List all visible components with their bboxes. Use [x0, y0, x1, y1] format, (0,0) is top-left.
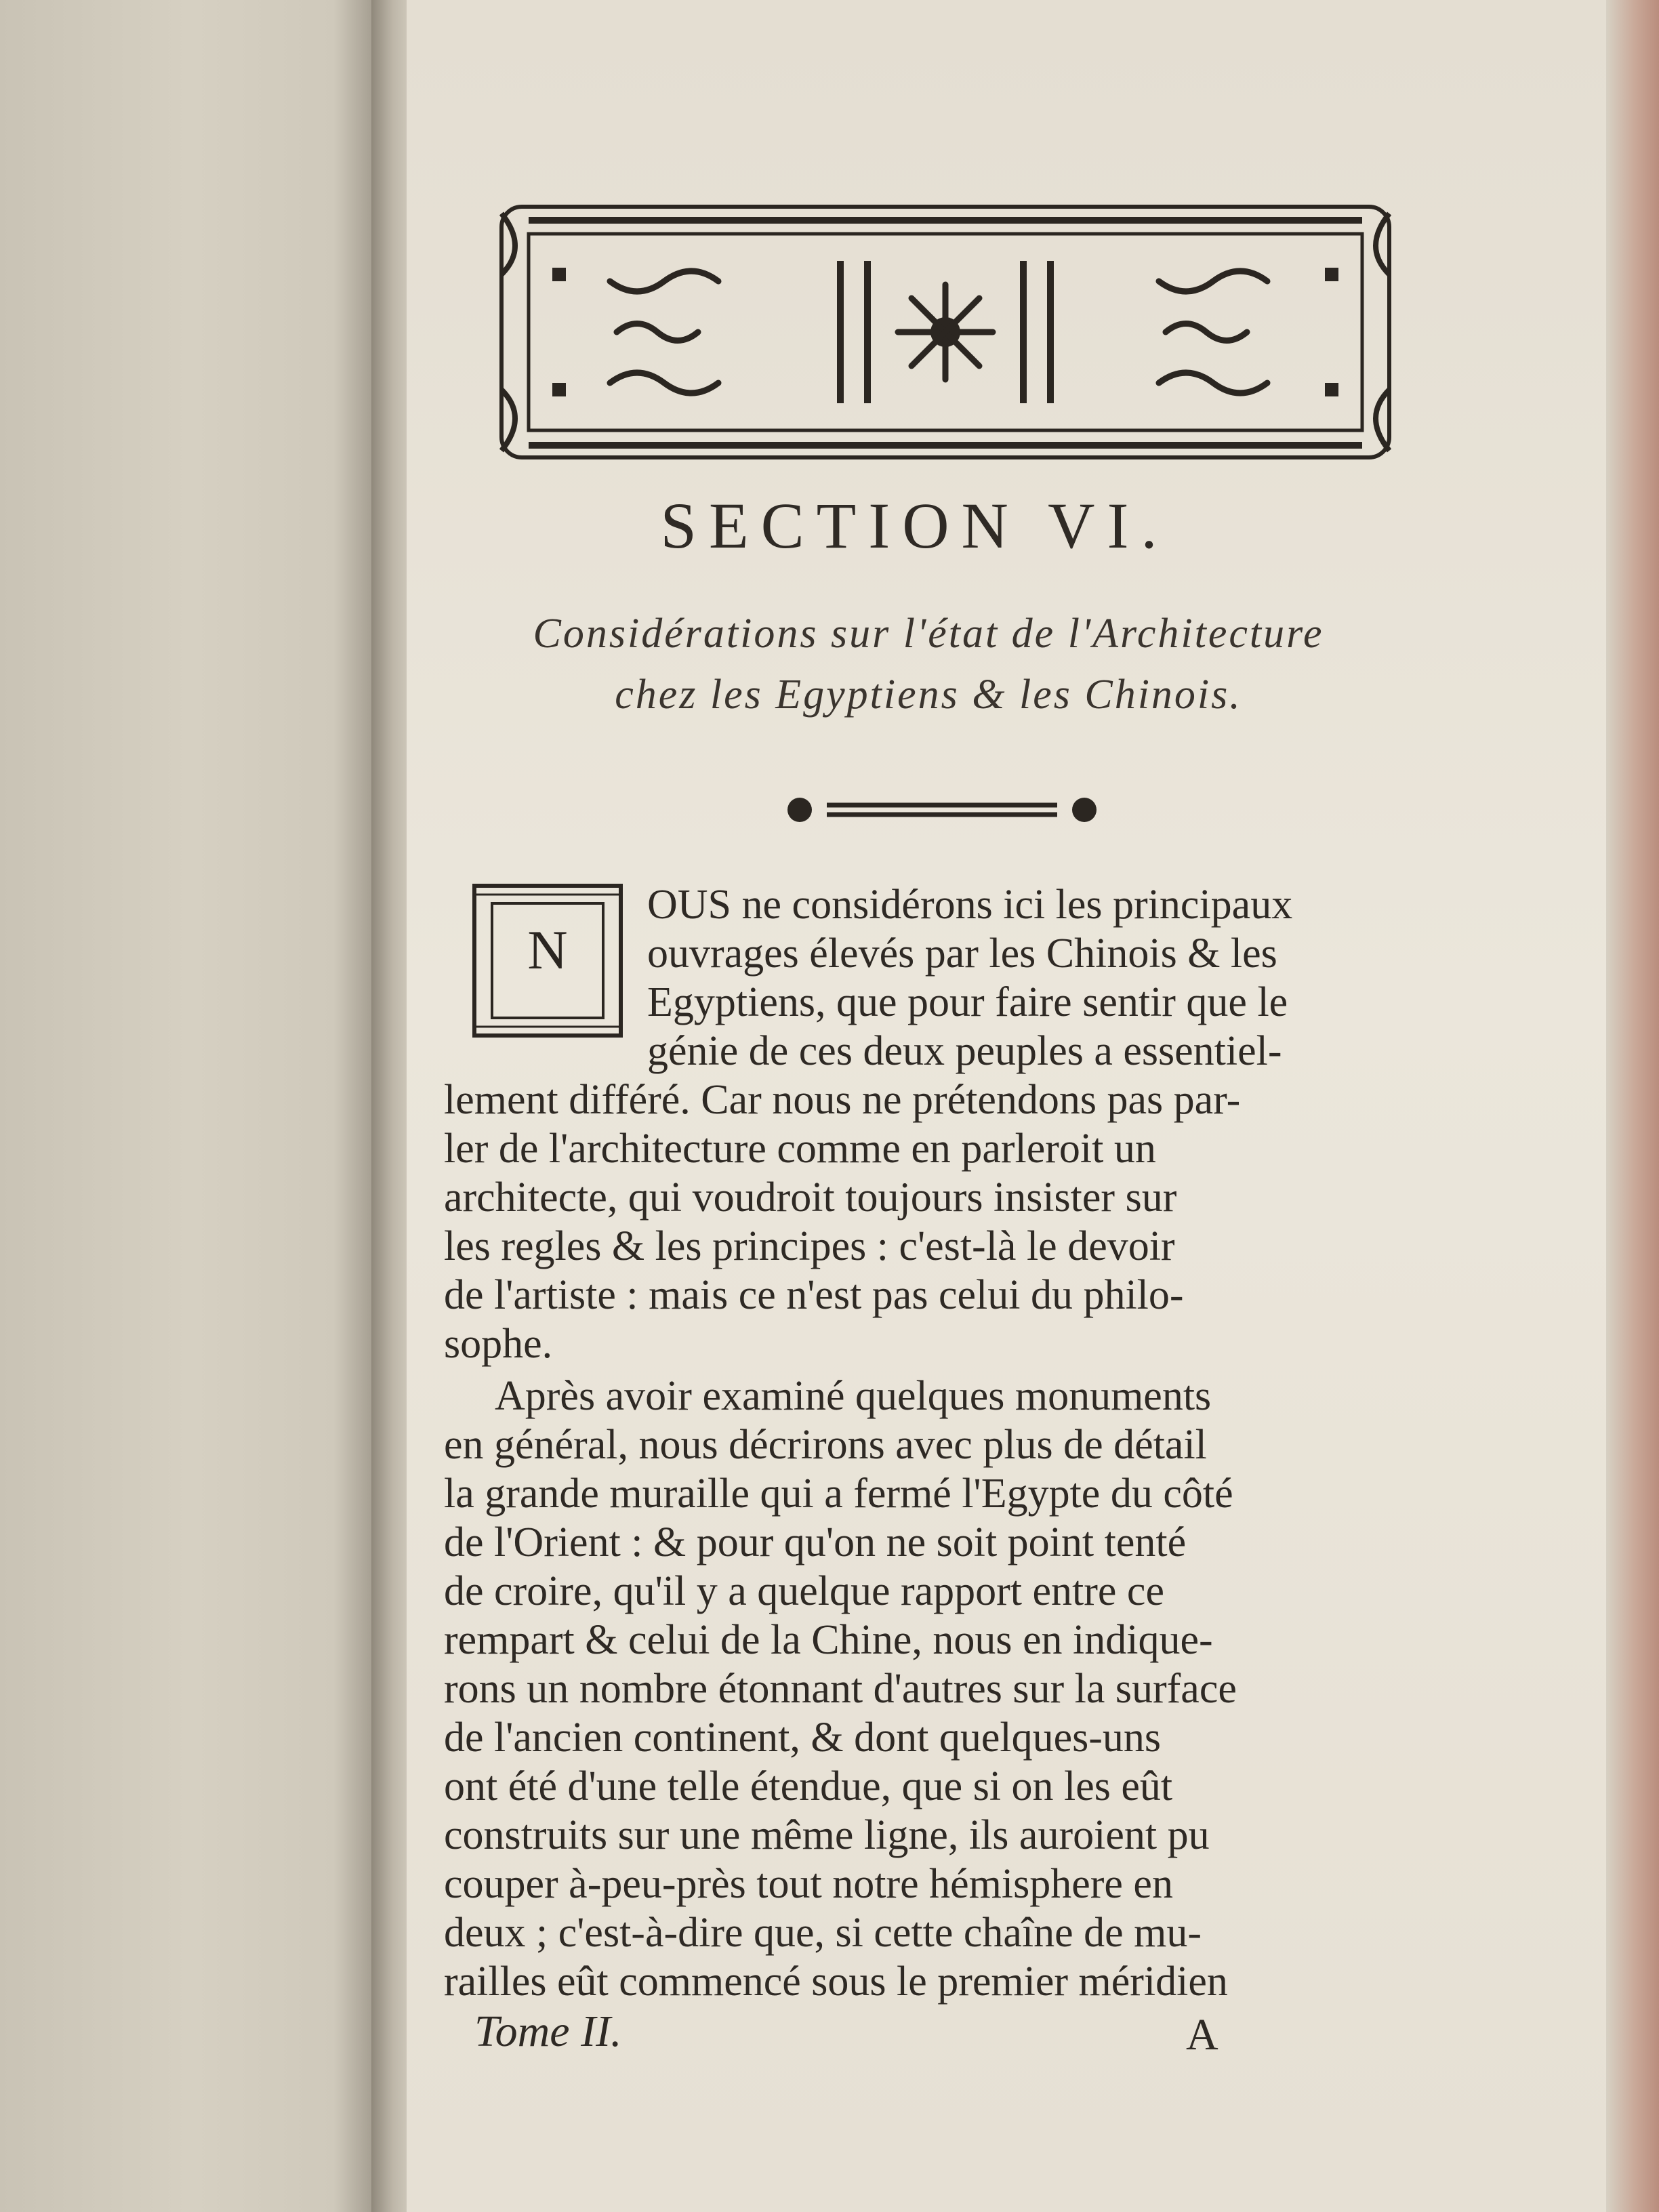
paragraph-2-line-2: en général, nous décrirons avec plus de détail [444, 1422, 1207, 1468]
paragraph-1-line-9: de l'artiste : mais ce n'est pas celui du philo- [444, 1272, 1184, 1318]
signature-mark: A [1186, 2010, 1218, 2060]
paragraph-1-line-6: ler de l'architecture comme en parleroit un [444, 1126, 1156, 1172]
page-edge [1606, 0, 1659, 2212]
paragraph-1-line-8: les regles & les principes : c'est-là le devoir [444, 1223, 1175, 1269]
paragraph-2-line-8: de l'ancien continent, & dont quelques-uns [444, 1715, 1162, 1761]
ornamental-divider [766, 786, 1118, 834]
paragraph-2-line-13: railles eût commencé sous le premier méridien [444, 1959, 1228, 2005]
paragraph-2-line-5: de croire, qu'il y a quelque rapport entre ce [444, 1568, 1164, 1614]
paragraph-1-line-2: ouvrages élevés par les Chinois & les [647, 930, 1277, 977]
paragraph-2-line-10: construits sur une même ligne, ils auroient pu [444, 1812, 1210, 1858]
paragraph-1-line-7: architecte, qui voudroit toujours insister sur [444, 1174, 1177, 1221]
volume-label: Tome II. [474, 2007, 622, 2056]
paragraph-1-line-1: OUS ne considérons ici les principaux [647, 882, 1293, 928]
paragraph-2-line-4: de l'Orient : & pour qu'on ne soit point tenté [444, 1519, 1187, 1565]
paragraph-2-line-12: deux ; c'est-à-dire que, si cette chaîne de mu- [444, 1910, 1202, 1956]
paragraph-2-line-1: Après avoir examiné quelques monuments [495, 1373, 1212, 1419]
paragraph-2-line-6: rempart & celui de la Chine, nous en indique- [444, 1617, 1213, 1663]
subtitle-line-1: Considérations sur l'état de l'Architecture [533, 611, 1324, 657]
paragraph-2-line-9: ont été d'une telle étendue, que si on les eût [444, 1763, 1173, 1809]
paragraph-2-line-3: la grande muraille qui a fermé l'Egypte du côté [444, 1471, 1233, 1517]
section-heading: SECTION VI. [660, 489, 1170, 562]
subtitle-line-2: chez les Egyptiens & les Chinois. [615, 672, 1242, 718]
paragraph-2-line-11: couper à-peu-près tout notre hémisphere en [444, 1861, 1173, 1907]
paragraph-2-line-7: rons un nombre étonnant d'autres sur la surface [444, 1666, 1237, 1712]
paragraph-1-line-3: Egyptiens, que pour faire sentir que le [647, 979, 1288, 1025]
paragraph-1-line-10: sophe. [444, 1321, 553, 1367]
paragraph-1-line-4: génie de ces deux peuples a essentiel- [647, 1028, 1282, 1074]
paragraph-1-line-5: lement différé. Car nous ne prétendons pas par- [444, 1077, 1241, 1123]
left-page [0, 0, 380, 2212]
drop-cap-letter: N [527, 919, 568, 981]
ornamental-headpiece [488, 193, 1403, 471]
